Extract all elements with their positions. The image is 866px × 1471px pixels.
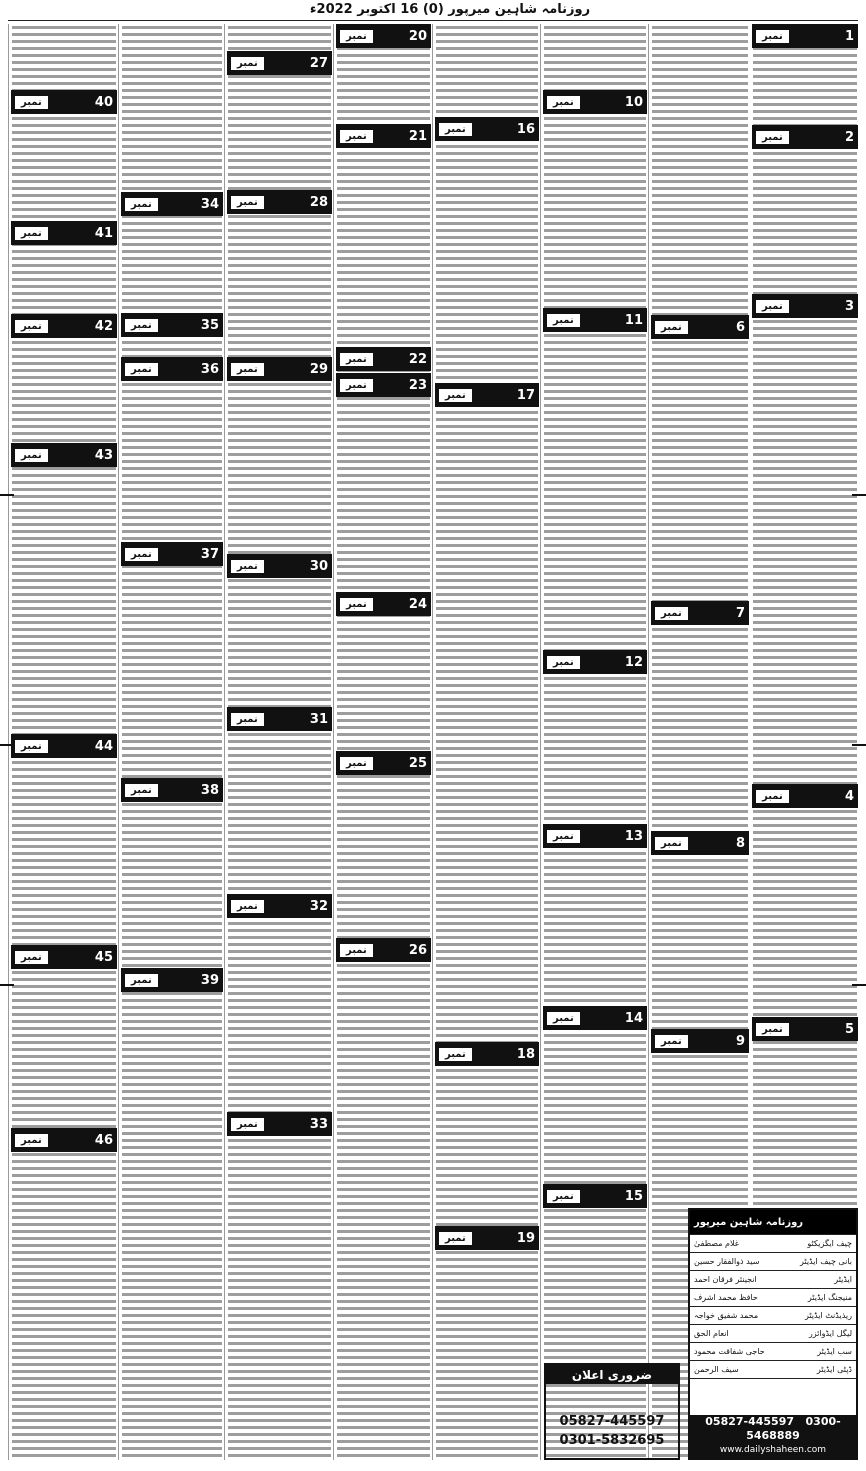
news-item-number: 22 xyxy=(408,351,427,367)
news-item-label: نمبر xyxy=(547,656,580,669)
news-item-label: نمبر xyxy=(231,1118,264,1131)
news-item-number-box xyxy=(752,294,858,318)
news-item-number-box xyxy=(543,1184,647,1208)
news-item-number: 29 xyxy=(309,361,328,377)
staff-name: محمد شفیق خواجہ xyxy=(694,1311,759,1320)
news-item-number: 38 xyxy=(200,782,219,798)
staff-row xyxy=(690,1325,856,1343)
staff-row xyxy=(690,1289,856,1307)
news-item-label: نمبر xyxy=(15,227,48,240)
news-item-number: 12 xyxy=(624,654,643,670)
news-item-number: 39 xyxy=(200,972,219,988)
news-item-number-box xyxy=(543,90,647,114)
news-item-label: نمبر xyxy=(125,319,158,332)
news-item-number-box xyxy=(121,968,223,992)
news-item-label: نمبر xyxy=(439,123,472,136)
news-item-number-box xyxy=(11,945,117,969)
news-item-number-box xyxy=(121,542,223,566)
news-item-number-box xyxy=(11,314,117,338)
news-item-number-box xyxy=(543,308,647,332)
staff-name: غلام مصطفیٰ xyxy=(694,1239,739,1248)
column-text-5 xyxy=(337,24,430,1460)
staff-row xyxy=(690,1271,856,1289)
news-item-number-box xyxy=(121,192,223,216)
email-address: Email: dailyshaheen@yahoo.com xyxy=(714,1460,832,1468)
left-fold-mark-1 xyxy=(0,494,14,496)
news-item-number: 4 xyxy=(844,788,854,804)
staff-name: انعام الحق xyxy=(694,1329,729,1338)
news-item-number-box xyxy=(336,938,431,962)
news-item-number: 37 xyxy=(200,546,219,562)
news-item-number-box xyxy=(651,1029,749,1053)
news-item-number-box xyxy=(336,592,431,616)
news-item-number: 2 xyxy=(844,129,854,145)
news-item-number-box xyxy=(121,778,223,802)
news-item-number-box xyxy=(336,24,431,48)
column-5 xyxy=(333,24,433,1460)
right-fold-mark-2 xyxy=(852,744,866,746)
news-item-number-box xyxy=(227,894,332,918)
staff-heading xyxy=(690,1210,856,1235)
news-item-number-box xyxy=(227,1112,332,1136)
staff-role: چیف ایگزیکٹو xyxy=(807,1239,852,1248)
news-item-number: 6 xyxy=(735,319,745,335)
news-item-number-box xyxy=(336,347,431,371)
staff-role: ڈپٹی ایڈیٹر xyxy=(816,1365,852,1374)
news-item-label: نمبر xyxy=(756,790,789,803)
news-item-number: 14 xyxy=(624,1010,643,1026)
news-item-number: 17 xyxy=(516,387,535,403)
news-item-number-box xyxy=(752,1017,858,1041)
news-item-number-box xyxy=(752,784,858,808)
news-item-number: 21 xyxy=(408,128,427,144)
news-item-label: نمبر xyxy=(125,198,158,211)
contact-phone-1: 05827-445597 xyxy=(705,1415,795,1428)
news-item-label: نمبر xyxy=(547,1190,580,1203)
news-item-number-box xyxy=(227,51,332,75)
masthead: روزنامہ شاہین میرپور (0) 16 اکتوبر 2022ء xyxy=(309,2,591,17)
news-item-label: نمبر xyxy=(547,830,580,843)
news-item-number-box xyxy=(121,357,223,381)
news-item-number-box xyxy=(651,601,749,625)
right-fold-mark-1 xyxy=(852,494,866,496)
news-item-number: 13 xyxy=(624,828,643,844)
news-item-number: 28 xyxy=(309,194,328,210)
staff-role: سب ایڈیٹر xyxy=(817,1347,852,1356)
news-item-label: نمبر xyxy=(231,57,264,70)
news-item-label: نمبر xyxy=(15,320,48,333)
news-item-number: 40 xyxy=(94,94,113,110)
news-item-number: 41 xyxy=(94,225,113,241)
news-item-label: نمبر xyxy=(655,1035,688,1048)
news-item-number-box xyxy=(121,313,223,337)
news-item-number-box xyxy=(543,650,647,674)
news-item-label: نمبر xyxy=(439,389,472,402)
announcement-title: ضروری اعلان xyxy=(546,1365,678,1384)
staff-name: انجینئر فرقان احمد xyxy=(694,1275,757,1284)
news-item-label: نمبر xyxy=(231,560,264,573)
news-item-number: 45 xyxy=(94,949,113,965)
website-link[interactable]: www.dailyshaheen.com xyxy=(719,1445,827,1455)
news-item-number-box xyxy=(227,554,332,578)
news-item-number-box xyxy=(752,24,858,48)
news-item-number: 19 xyxy=(516,1230,535,1246)
news-item-label: نمبر xyxy=(547,1012,580,1025)
staff-role: بانی چیف ایڈیٹر xyxy=(800,1257,852,1266)
staff-row xyxy=(690,1361,856,1379)
staff-name: حافظ محمد اشرف xyxy=(694,1293,758,1302)
column-6 xyxy=(224,24,334,1460)
column-8 xyxy=(8,24,119,1460)
news-item-number: 1 xyxy=(844,28,854,44)
news-item-number-box xyxy=(11,1128,117,1152)
news-item-number: 16 xyxy=(516,121,535,137)
news-item-label: نمبر xyxy=(340,379,373,392)
news-item-number-box xyxy=(336,124,431,148)
news-item-label: نمبر xyxy=(655,321,688,334)
news-item-number-box xyxy=(651,315,749,339)
news-item-number: 8 xyxy=(735,835,745,851)
news-item-number: 31 xyxy=(309,711,328,727)
column-text-3 xyxy=(544,24,646,1460)
news-item-number: 10 xyxy=(624,94,643,110)
news-item-number: 9 xyxy=(735,1033,745,1049)
news-item-number-box xyxy=(11,90,117,114)
staff-box xyxy=(688,1208,858,1468)
news-item-number: 26 xyxy=(408,942,427,958)
news-item-number-box xyxy=(227,190,332,214)
news-item-number: 5 xyxy=(844,1021,854,1037)
news-item-label: نمبر xyxy=(655,607,688,620)
news-item-number: 7 xyxy=(735,605,745,621)
news-item-number-box xyxy=(435,1226,539,1250)
staff-role: لیگل ایڈوائزر xyxy=(808,1329,852,1338)
column-text-7 xyxy=(122,24,222,1460)
staff-row xyxy=(690,1235,856,1253)
news-item-number: 20 xyxy=(408,28,427,44)
news-item-label: نمبر xyxy=(15,951,48,964)
contact-phone-2: 0300-5468889 xyxy=(746,1415,841,1442)
news-item-label: نمبر xyxy=(439,1232,472,1245)
news-item-number: 11 xyxy=(624,312,643,328)
news-item-number: 44 xyxy=(94,738,113,754)
staff-name: سید ذوالفقار حسین xyxy=(694,1257,760,1266)
staff-role: منیجنگ ایڈیٹر xyxy=(807,1293,852,1302)
news-item-label: نمبر xyxy=(340,944,373,957)
news-item-number: 42 xyxy=(94,318,113,334)
news-item-label: نمبر xyxy=(15,96,48,109)
news-item-number: 32 xyxy=(309,898,328,914)
news-item-label: نمبر xyxy=(547,314,580,327)
news-item-number-box xyxy=(543,1006,647,1030)
news-item-number: 25 xyxy=(408,755,427,771)
news-item-number: 18 xyxy=(516,1046,535,1062)
news-item-number: 27 xyxy=(309,55,328,71)
news-item-label: نمبر xyxy=(125,784,158,797)
top-divider xyxy=(8,20,858,21)
staff-list xyxy=(690,1235,856,1379)
staff-row xyxy=(690,1307,856,1325)
news-item-number: 34 xyxy=(200,196,219,212)
news-item-number: 24 xyxy=(408,596,427,612)
news-item-label: نمبر xyxy=(340,30,373,43)
news-item-number-box xyxy=(752,125,858,149)
staff-role: ایڈیٹر xyxy=(834,1275,852,1284)
news-item-label: نمبر xyxy=(340,353,373,366)
news-item-label: نمبر xyxy=(340,757,373,770)
important-announcement-box xyxy=(544,1363,680,1460)
news-item-label: نمبر xyxy=(231,363,264,376)
news-item-label: نمبر xyxy=(756,131,789,144)
news-item-number: 15 xyxy=(624,1188,643,1204)
news-item-number-box xyxy=(651,831,749,855)
contact-phones xyxy=(690,1415,856,1443)
news-item-number-box xyxy=(336,373,431,397)
news-item-label: نمبر xyxy=(756,300,789,313)
staff-role: ریذیڈنٹ ایڈیٹر xyxy=(804,1311,852,1320)
news-item-number-box xyxy=(227,357,332,381)
news-item-number-box xyxy=(11,734,117,758)
news-item-number: 35 xyxy=(200,317,219,333)
column-text-6 xyxy=(228,24,331,1460)
contact-footer xyxy=(690,1415,856,1468)
left-fold-mark-3 xyxy=(0,984,14,986)
left-fold-mark-2 xyxy=(0,744,14,746)
news-item-label: نمبر xyxy=(15,740,48,753)
column-4 xyxy=(432,24,541,1460)
news-item-number-box xyxy=(435,1042,539,1066)
news-item-label: نمبر xyxy=(15,1134,48,1147)
news-item-label: نمبر xyxy=(756,30,789,43)
news-item-label: نمبر xyxy=(231,900,264,913)
news-item-number-box xyxy=(227,707,332,731)
news-item-label: نمبر xyxy=(125,363,158,376)
news-item-number: 3 xyxy=(844,298,854,314)
news-item-number: 36 xyxy=(200,361,219,377)
news-item-label: نمبر xyxy=(125,548,158,561)
right-fold-mark-3 xyxy=(852,984,866,986)
column-7 xyxy=(118,24,225,1460)
news-item-number: 30 xyxy=(309,558,328,574)
staff-name: سیف الرحمن xyxy=(694,1365,739,1374)
news-item-label: نمبر xyxy=(340,130,373,143)
news-item-number-box xyxy=(336,751,431,775)
news-item-label: نمبر xyxy=(439,1048,472,1061)
news-item-number-box xyxy=(543,824,647,848)
news-item-number: 46 xyxy=(94,1132,113,1148)
news-item-label: نمبر xyxy=(547,96,580,109)
staff-row xyxy=(690,1343,856,1361)
announcement-phone-2: 0301-5832695 xyxy=(559,1433,665,1448)
staff-heading-text: روزنامہ شاہین میرپور xyxy=(694,1216,804,1228)
news-item-number: 33 xyxy=(309,1116,328,1132)
announcement-phone-1: 05827-445597 xyxy=(559,1414,665,1429)
staff-row xyxy=(690,1253,856,1271)
news-item-label: نمبر xyxy=(15,449,48,462)
news-item-label: نمبر xyxy=(340,598,373,611)
news-item-label: نمبر xyxy=(231,713,264,726)
news-item-label: نمبر xyxy=(231,196,264,209)
news-item-number-box xyxy=(11,221,117,245)
announcement-phones xyxy=(546,1412,678,1450)
news-item-label: نمبر xyxy=(655,837,688,850)
news-item-number: 23 xyxy=(408,377,427,393)
news-item-number-box xyxy=(435,117,539,141)
news-item-label: نمبر xyxy=(756,1023,789,1036)
staff-name: حاجی شفاقت محمود xyxy=(694,1347,765,1356)
column-3 xyxy=(540,24,649,1460)
news-item-number-box xyxy=(435,383,539,407)
news-item-number-box xyxy=(11,443,117,467)
news-item-label: نمبر xyxy=(125,974,158,987)
news-item-number: 43 xyxy=(94,447,113,463)
